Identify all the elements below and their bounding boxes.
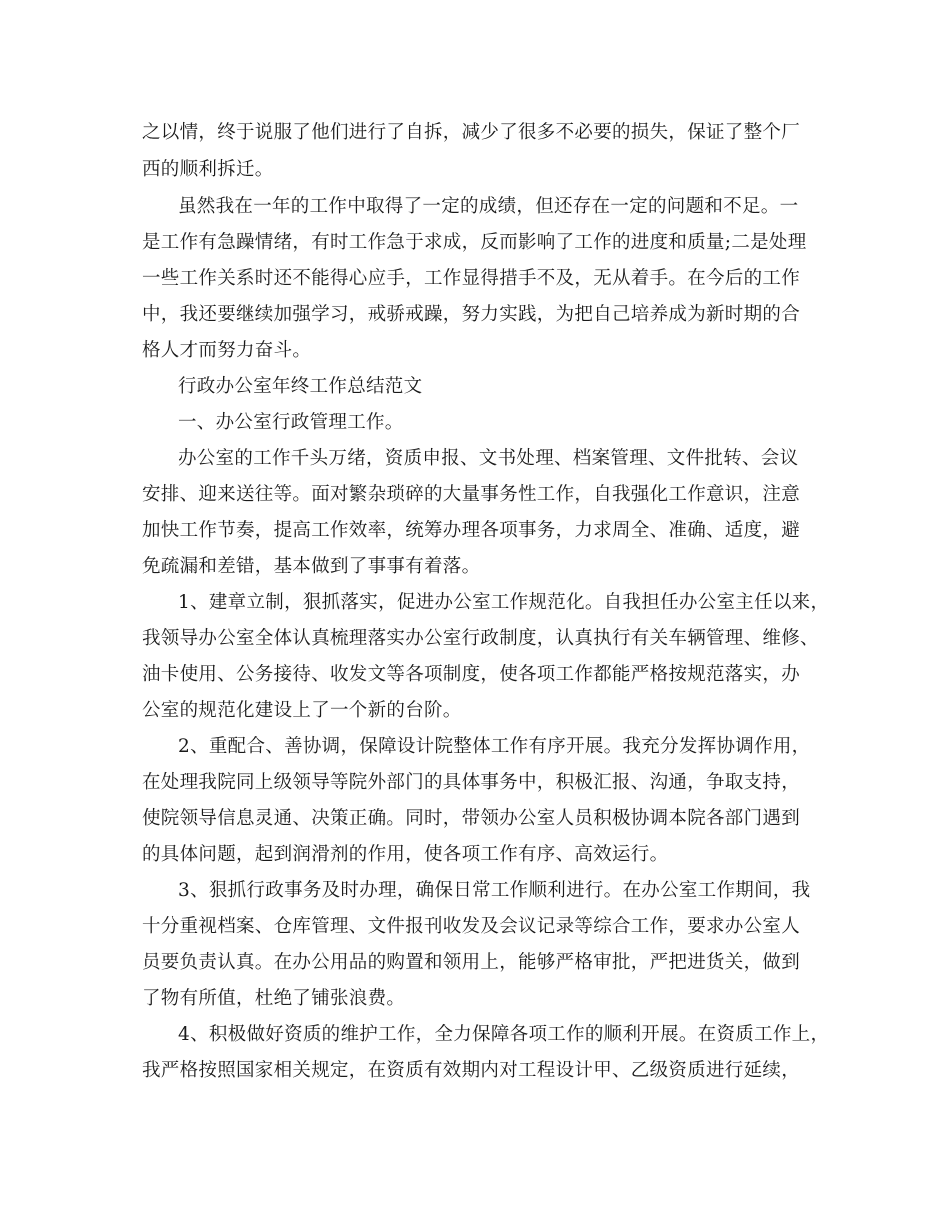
paragraph-first-line: 3、狠抓行政事务及时办理，确保日常工作顺利进行。在办公室工作期间，我	[178, 880, 811, 901]
text-line: 使院领导信息灵通、决策正确。同时，带领办公室人员积极协调本院各部门遇到	[142, 808, 801, 829]
text-line: 西的顺利拆迁。	[142, 159, 274, 180]
section-heading: 一、办公室行政管理工作。	[178, 412, 404, 433]
section-title: 行政办公室年终工作总结范文	[178, 376, 423, 397]
text-line: 在处理我院同上级领导等院外部门的具体事务中，积极汇报、沟通，争取支持，	[142, 772, 801, 793]
text-line: 了物有所值，杜绝了铺张浪费。	[142, 988, 406, 1009]
text-line: 十分重视档案、仓库管理、文件报刊收发及会议记录等综合工作，要求办公室人	[142, 916, 801, 937]
text-line: 我严格按照国家相关规定，在资质有效期内对工程设计甲、乙级资质进行延续，	[142, 1060, 801, 1081]
text-line: 一些工作关系时还不能得心应手，工作显得措手不及，无从着手。在今后的工作	[142, 268, 801, 289]
text-line: 我领导办公室全体认真梳理落实办公室行政制度，认真执行有关车辆管理、维修、	[142, 628, 819, 649]
text-line: 是工作有急躁情绪，有时工作急于求成，反而影响了工作的进度和质量;二是处理	[142, 232, 807, 253]
text-line: 公室的规范化建设上了一个新的台阶。	[142, 700, 462, 721]
text-line: 中，我还要继续加强学习，戒骄戒躁，努力实践，为把自己培养成为新时期的合	[142, 304, 801, 325]
text-line: 之以情，终于说服了他们进行了自拆，减少了很多不必要的损失，保证了整个厂	[142, 122, 801, 143]
text-line: 员要负责认真。在办公用品的购置和领用上，能够严格审批，严把进货关，做到	[142, 952, 801, 973]
text-line: 加快工作节奏，提高工作效率，统筹办理各项事务，力求周全、准确、适度，避	[142, 520, 801, 541]
text-line: 免疏漏和差错，基本做到了事事有着落。	[142, 556, 481, 577]
paragraph-first-line: 2、重配合、善协调，保障设计院整体工作有序开展。我充分发挥协调作用，	[178, 736, 811, 757]
paragraph-first-line: 1、建章立制，狠抓落实，促进办公室工作规范化。自我担任办公室主任以来，	[178, 592, 830, 613]
paragraph-first-line: 虽然我在一年的工作中取得了一定的成绩，但还存在一定的问题和不足。一	[178, 196, 799, 217]
paragraph-first-line: 4、积极做好资质的维护工作，全力保障各项工作的顺利开展。在资质工作上，	[178, 1024, 830, 1045]
text-line: 油卡使用、公务接待、收发文等各项制度，使各项工作都能严格按规范落实，办	[142, 664, 801, 685]
text-line: 的具体问题，起到润滑剂的作用，使各项工作有序、高效运行。	[142, 844, 669, 865]
text-line: 安排、迎来送往等。面对繁杂琐碎的大量事务性工作，自我强化工作意识，注意	[142, 484, 801, 505]
text-line: 格人才而努力奋斗。	[142, 340, 312, 361]
paragraph-first-line: 办公室的工作千头万绪，资质申报、文书处理、档案管理、文件批转、会议	[178, 448, 799, 469]
